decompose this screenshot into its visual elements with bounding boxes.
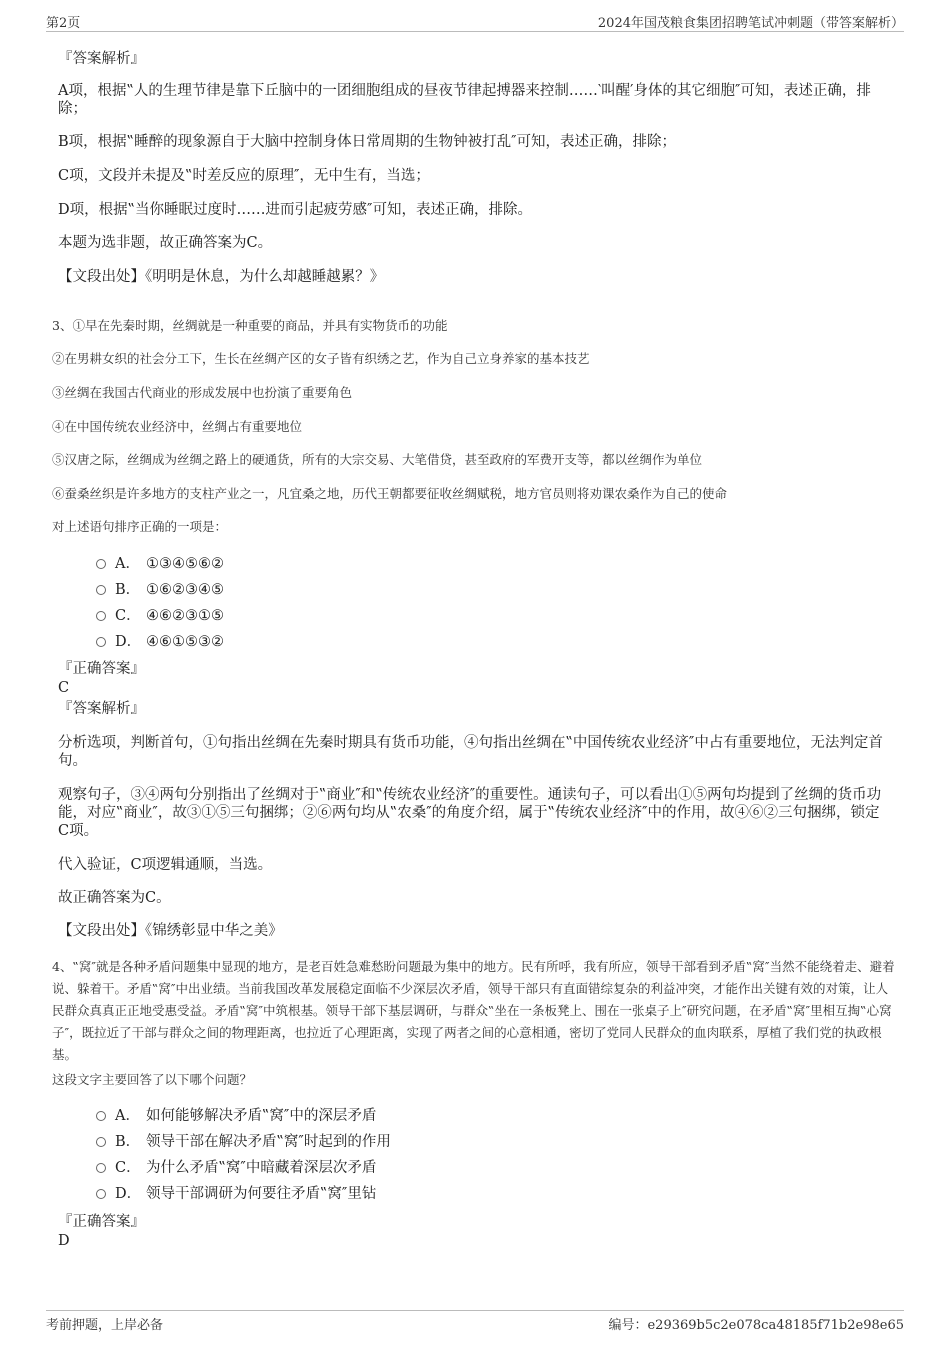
option-key: C． <box>115 1160 141 1176</box>
q4-passage: 4、‟窝″就是各种矛盾问题集中显现的地方，是老百姓急难愁盼问题最为集中的地方。民有所呼，我有所应，领导干部看到矛盾‟窝″当然不能绕着走、避着说、躲着干。矛盾‟窝″中出业绩。当前我国改革发展稳定面临不少深层次矛盾，领导干部只有直面错综复杂的利益冲突，才能作出关键有效的对策，让人民群众真真正正地受惠受益。矛盾‟窝″中筑根基。领导干部下基层调研，与群众‟坐在一条板凳上、围在一张桌子上″研究问题，在矛盾‟窝″里相互掏‟心窝子″，既拉近了干部与群众之间的物理距离，也拉近了心理距离，实现了两者之间的心意相通，密切了党同人民群众的血肉联系，厚植了我们党的执政根基。 <box>52 959 895 1062</box>
option-text: 如何能够解决矛盾‟窝″中的深层矛盾 <box>146 1108 377 1124</box>
option-key: A． <box>115 556 140 572</box>
q4-answer: D <box>58 1233 70 1249</box>
q3-answer-label: 『正确答案』 <box>58 661 145 677</box>
q3-analysis-label: 『答案解析』 <box>58 701 145 717</box>
radio-icon[interactable] <box>96 1111 106 1121</box>
q4-answer-label: 『正确答案』 <box>58 1214 145 1230</box>
q3-prompt: 对上述语句排序正确的一项是： <box>52 519 228 534</box>
footer-divider <box>46 1310 904 1311</box>
q2-analysis-a: A项，根据‟人的生理节律是靠下丘脑中的一团细胞组成的昼夜节律起搏器来控制……‵叫醒′身体的其它细胞″可知，表述正确，排除； <box>58 83 871 117</box>
q2-analysis-label: 『答案解析』 <box>58 51 145 67</box>
radio-icon[interactable] <box>96 637 106 647</box>
q3-analysis-4: 故正确答案为C。 <box>58 890 171 906</box>
option-key: B． <box>115 1134 141 1150</box>
q4-prompt: 这段文字主要回答了以下哪个问题？ <box>52 1072 253 1087</box>
q3-analysis-2: 观察句子，③④两句分别指出了丝绸对于‟商业″和‟传统农业经济″的重要性。通读句子，可以看出①⑤两句均提到了丝绸的货币功能，对应‟商业″，故③①⑤三句捆绑；②⑥两句均从‟农桑″的角度介绍，属于‟传统农业经济″中的作用，故④⑥②三句捆绑，锁定C项。 <box>58 787 882 839</box>
q3-sentence-6: ⑥蚕桑丝织是许多地方的支柱产业之一，凡宜桑之地，历代王朝都要征收丝绸赋税，地方官员则将劝课农桑作为自己的使命 <box>52 486 728 501</box>
q2-analysis-d: D项，根据‟当你睡眠过度时……进而引起疲劳感″可知，表述正确，排除。 <box>58 202 532 218</box>
radio-icon[interactable] <box>96 585 106 595</box>
q3-analysis-1: 分析选项，判断首句，①句指出丝绸在先秦时期具有货币功能，④句指出丝绸在‟中国传统农业经济″中占有重要地位，无法判定首句。 <box>58 735 883 769</box>
q2-source: 【文段出处】《明明是休息，为什么却越睡越累？》 <box>58 269 385 285</box>
option-key: D． <box>115 1186 142 1202</box>
q3-sentence-4: ④在中国传统农业经济中，丝绸占有重要地位 <box>52 419 303 434</box>
option-text: 领导干部调研为何要往矛盾‟窝″里钻 <box>146 1186 377 1202</box>
option-text: ④⑥①⑤③② <box>146 634 224 650</box>
radio-icon[interactable] <box>96 1137 106 1147</box>
q3-sentence-1: 3、①早在先秦时期，丝绸就是一种重要的商品，并具有实物货币的功能 <box>52 318 448 333</box>
option-text: 领导干部在解决矛盾‟窝″时起到的作用 <box>146 1134 391 1150</box>
document-title: 2024年国茂粮食集团招聘笔试冲刺题（带答案解析） <box>597 16 904 31</box>
radio-icon[interactable] <box>96 559 106 569</box>
option-text: ①⑥②③④⑤ <box>146 582 224 598</box>
header-divider <box>46 31 904 32</box>
option-text: ④⑥②③①⑤ <box>146 608 224 624</box>
radio-icon[interactable] <box>96 1189 106 1199</box>
page-header <box>46 12 904 32</box>
q2-conclusion: 本题为选非题，故正确答案为C。 <box>58 235 273 251</box>
option-key: C． <box>115 608 141 624</box>
q3-sentence-2: ②在男耕女织的社会分工下，生长在丝绸产区的女子皆有织绣之艺，作为自己立身养家的基本技艺 <box>52 351 590 366</box>
radio-icon[interactable] <box>96 611 106 621</box>
radio-icon[interactable] <box>96 1163 106 1173</box>
option-key: B． <box>115 582 141 598</box>
q2-analysis-c: C项，文段并未提及‟时差反应的原理″，无中生有，当选； <box>58 168 430 184</box>
q3-source: 【文段出处】《锦绣彰显中华之美》 <box>58 923 283 939</box>
q3-answer: C <box>58 680 70 696</box>
page-number: 第2页 <box>46 16 81 31</box>
q2-analysis-b: B项，根据‟睡醉的现象源自于大脑中控制身体日常周期的生物钟被打乱″可知，表述正确，排除； <box>58 134 676 150</box>
q3-analysis-3: 代入验证，C项逻辑通顺，当选。 <box>58 857 273 873</box>
q3-sentence-5: ⑤汉唐之际，丝绸成为丝绸之路上的硬通货，所有的大宗交易、大笔借贷，甚至政府的军费开支等，都以丝绸作为单位 <box>52 452 703 467</box>
option-key: A． <box>115 1108 140 1124</box>
document-code: 编号：e29369b5c2e078ca48185f71b2e98e65 <box>608 1318 904 1333</box>
option-key: D． <box>115 634 142 650</box>
option-text: 为什么矛盾‟窝″中暗藏着深层次矛盾 <box>146 1160 377 1176</box>
option-text: ①③④⑤⑥② <box>146 556 224 572</box>
q3-sentence-3: ③丝绸在我国古代商业的形成发展中也扮演了重要角色 <box>52 385 353 400</box>
footer-slogan: 考前押题，上岸必备 <box>46 1318 164 1333</box>
